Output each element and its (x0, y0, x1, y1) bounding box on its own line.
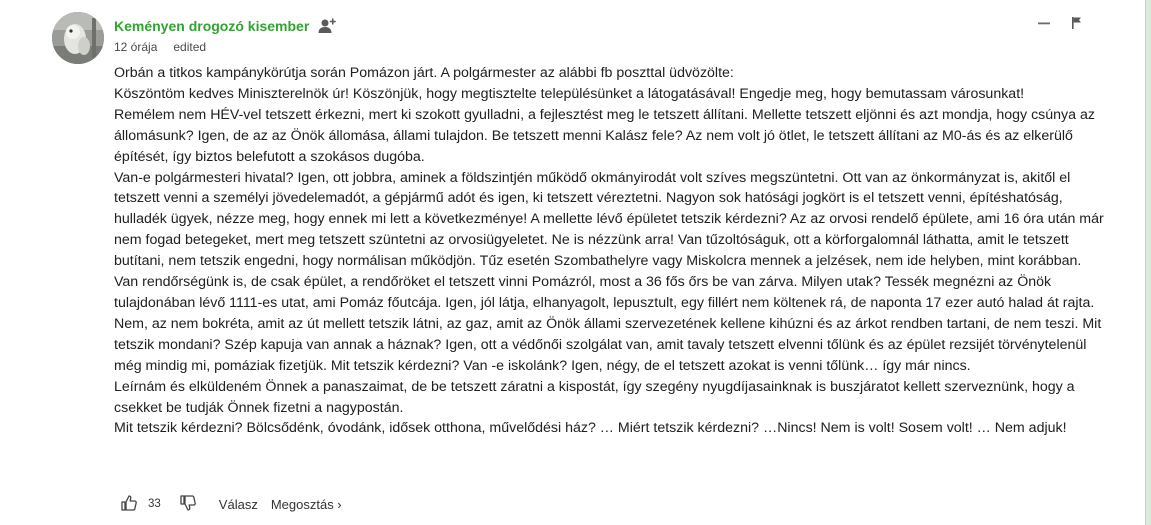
person-add-icon[interactable] (317, 16, 337, 36)
comment-paragraph: Köszöntöm kedves Miniszterelnök úr! Köszönjük, hogy megtisztelte településünket a látogatásával! Engedje meg, hogy bemutassam városunkat! (114, 85, 1025, 102)
author-name[interactable]: Keményen drogozó kisember (114, 18, 310, 34)
avatar[interactable] (52, 12, 104, 64)
like-count: 33 (148, 498, 161, 510)
flag-icon[interactable] (1070, 15, 1084, 36)
comment-paragraph: Remélem nem HÉV-vel tetszett érkezni, mert ki szokott gyulladni, a fejlesztést meg le tetszett állítani. Mellette tetszett eljönni és azt mondja, hogy csúnya az állomásunk? Igen, de az az Önök állomása, állami tulajdon. Be tetszett menni Kalász fele? Az nem volt jó ötlet, le tetszett állítani az M0-ás és az elkerülő építését, így biztos belefutott a szokásos dugóba. (114, 106, 1095, 165)
right-border (1145, 0, 1151, 525)
author-row (114, 16, 337, 36)
minus-icon[interactable] (1036, 15, 1052, 36)
reply-button[interactable]: Válasz (218, 496, 258, 512)
comment-paragraph: Mit tetszik kérdezni? Bölcsődénk, óvodánk, idősek otthona, művelődési ház? … Miért tetszik kérdezni? …Nincs! Nem is volt! Sosem volt! … Nem adjuk! (114, 420, 1067, 437)
thumbs-up-icon (120, 494, 138, 515)
comment-paragraph: Van-e polgármesteri hivatal? Igen, ott jobbra, aminek a földszintjén működő okmányirodát volt szíves megszüntetni. Ott van az önkormányzat is, akitől el tetszett venni a személyi jövedelemadót, a gépjármű adót és igen, ki tetszett véreztetni. Nagyon sok hatósági jogkört is el tetszett venni, építéshatóság, hulladék ügyek, nézze meg, hogy ennek mi lett a következménye! A mellette lévő épületet tetszik kérdezni? Az az orvosi rendelő épülete, ami 16 óra után már nem fogad betegeket, mert meg tetszett szüntetni az orvosiügyeletet. Ne is nézzünk arra! Van tűzoltóságuk, ott a körforgalomnál láthatta, amit le tetszett butítani, nem tetszik engedni, hogy normálisan működjön. Tűz esetén Szombathelyre vagy Miskolcra mennek a jelzések, nem ide helyben, mint korábban. Van rendőrségünk is, de csak épület, a rendőröket el tetszett vinni Pomázról, most a 36 fős őrs be van zárva. Milyen utak? Tessék megnézni az Önök tulajdonában lévő 1111-es utat, ami Pomáz főutcája. Igen, jól látja, elhanyagolt, lepusztult, egy fillért nem költenek rá, de naponta 17 ezer autó halad át rajta. Nem, az nem bokréta, amit az út mellett tetszik látni, az gaz, amit az Önök állami szervezetének kellene kihúzni és az árkot rendben tartani, de nem teszi. Mit tetszik mondani? Szép kapuja van annak a háznak? Igen, ott a védőnői szolgálat van, amit tavaly tetszett elvenni tőlünk és az épület rezsijét törvénytelenül még mindig mi, pomáziak fizetjük. Mit tetszik kérdezni? Van -e iskolánk? Igen, négy, de el tetszett azokat is venni tőlünk… így már nincs. (114, 169, 1104, 374)
comment-paragraph: Leírnám és elküldeném Önnek a panaszaimat, de be tetszett záratni a kispostát, így szegény nyugdíjasainknak is buszjáratot kellett szerveznünk, hogy a csekket be tudják Önnek fizetni a nagypostán. (114, 378, 1075, 416)
thumbs-down-icon (179, 494, 197, 515)
comment-actions (1036, 15, 1084, 36)
share-button[interactable]: Megosztás › (270, 496, 342, 512)
edited-label: edited (173, 40, 207, 54)
comment-body (114, 63, 1104, 439)
comment-paragraph: Orbán a titkos kampánykörútja során Pomázon járt. A polgármester az alábbi fb poszttal üdvözölte: (114, 65, 734, 81)
timestamp[interactable]: 12 órája (114, 40, 158, 54)
like-button[interactable] (120, 494, 179, 515)
avatar-image (52, 12, 104, 64)
meta-row (114, 40, 206, 54)
dislike-button[interactable] (179, 494, 197, 515)
comment-footer (120, 493, 342, 515)
